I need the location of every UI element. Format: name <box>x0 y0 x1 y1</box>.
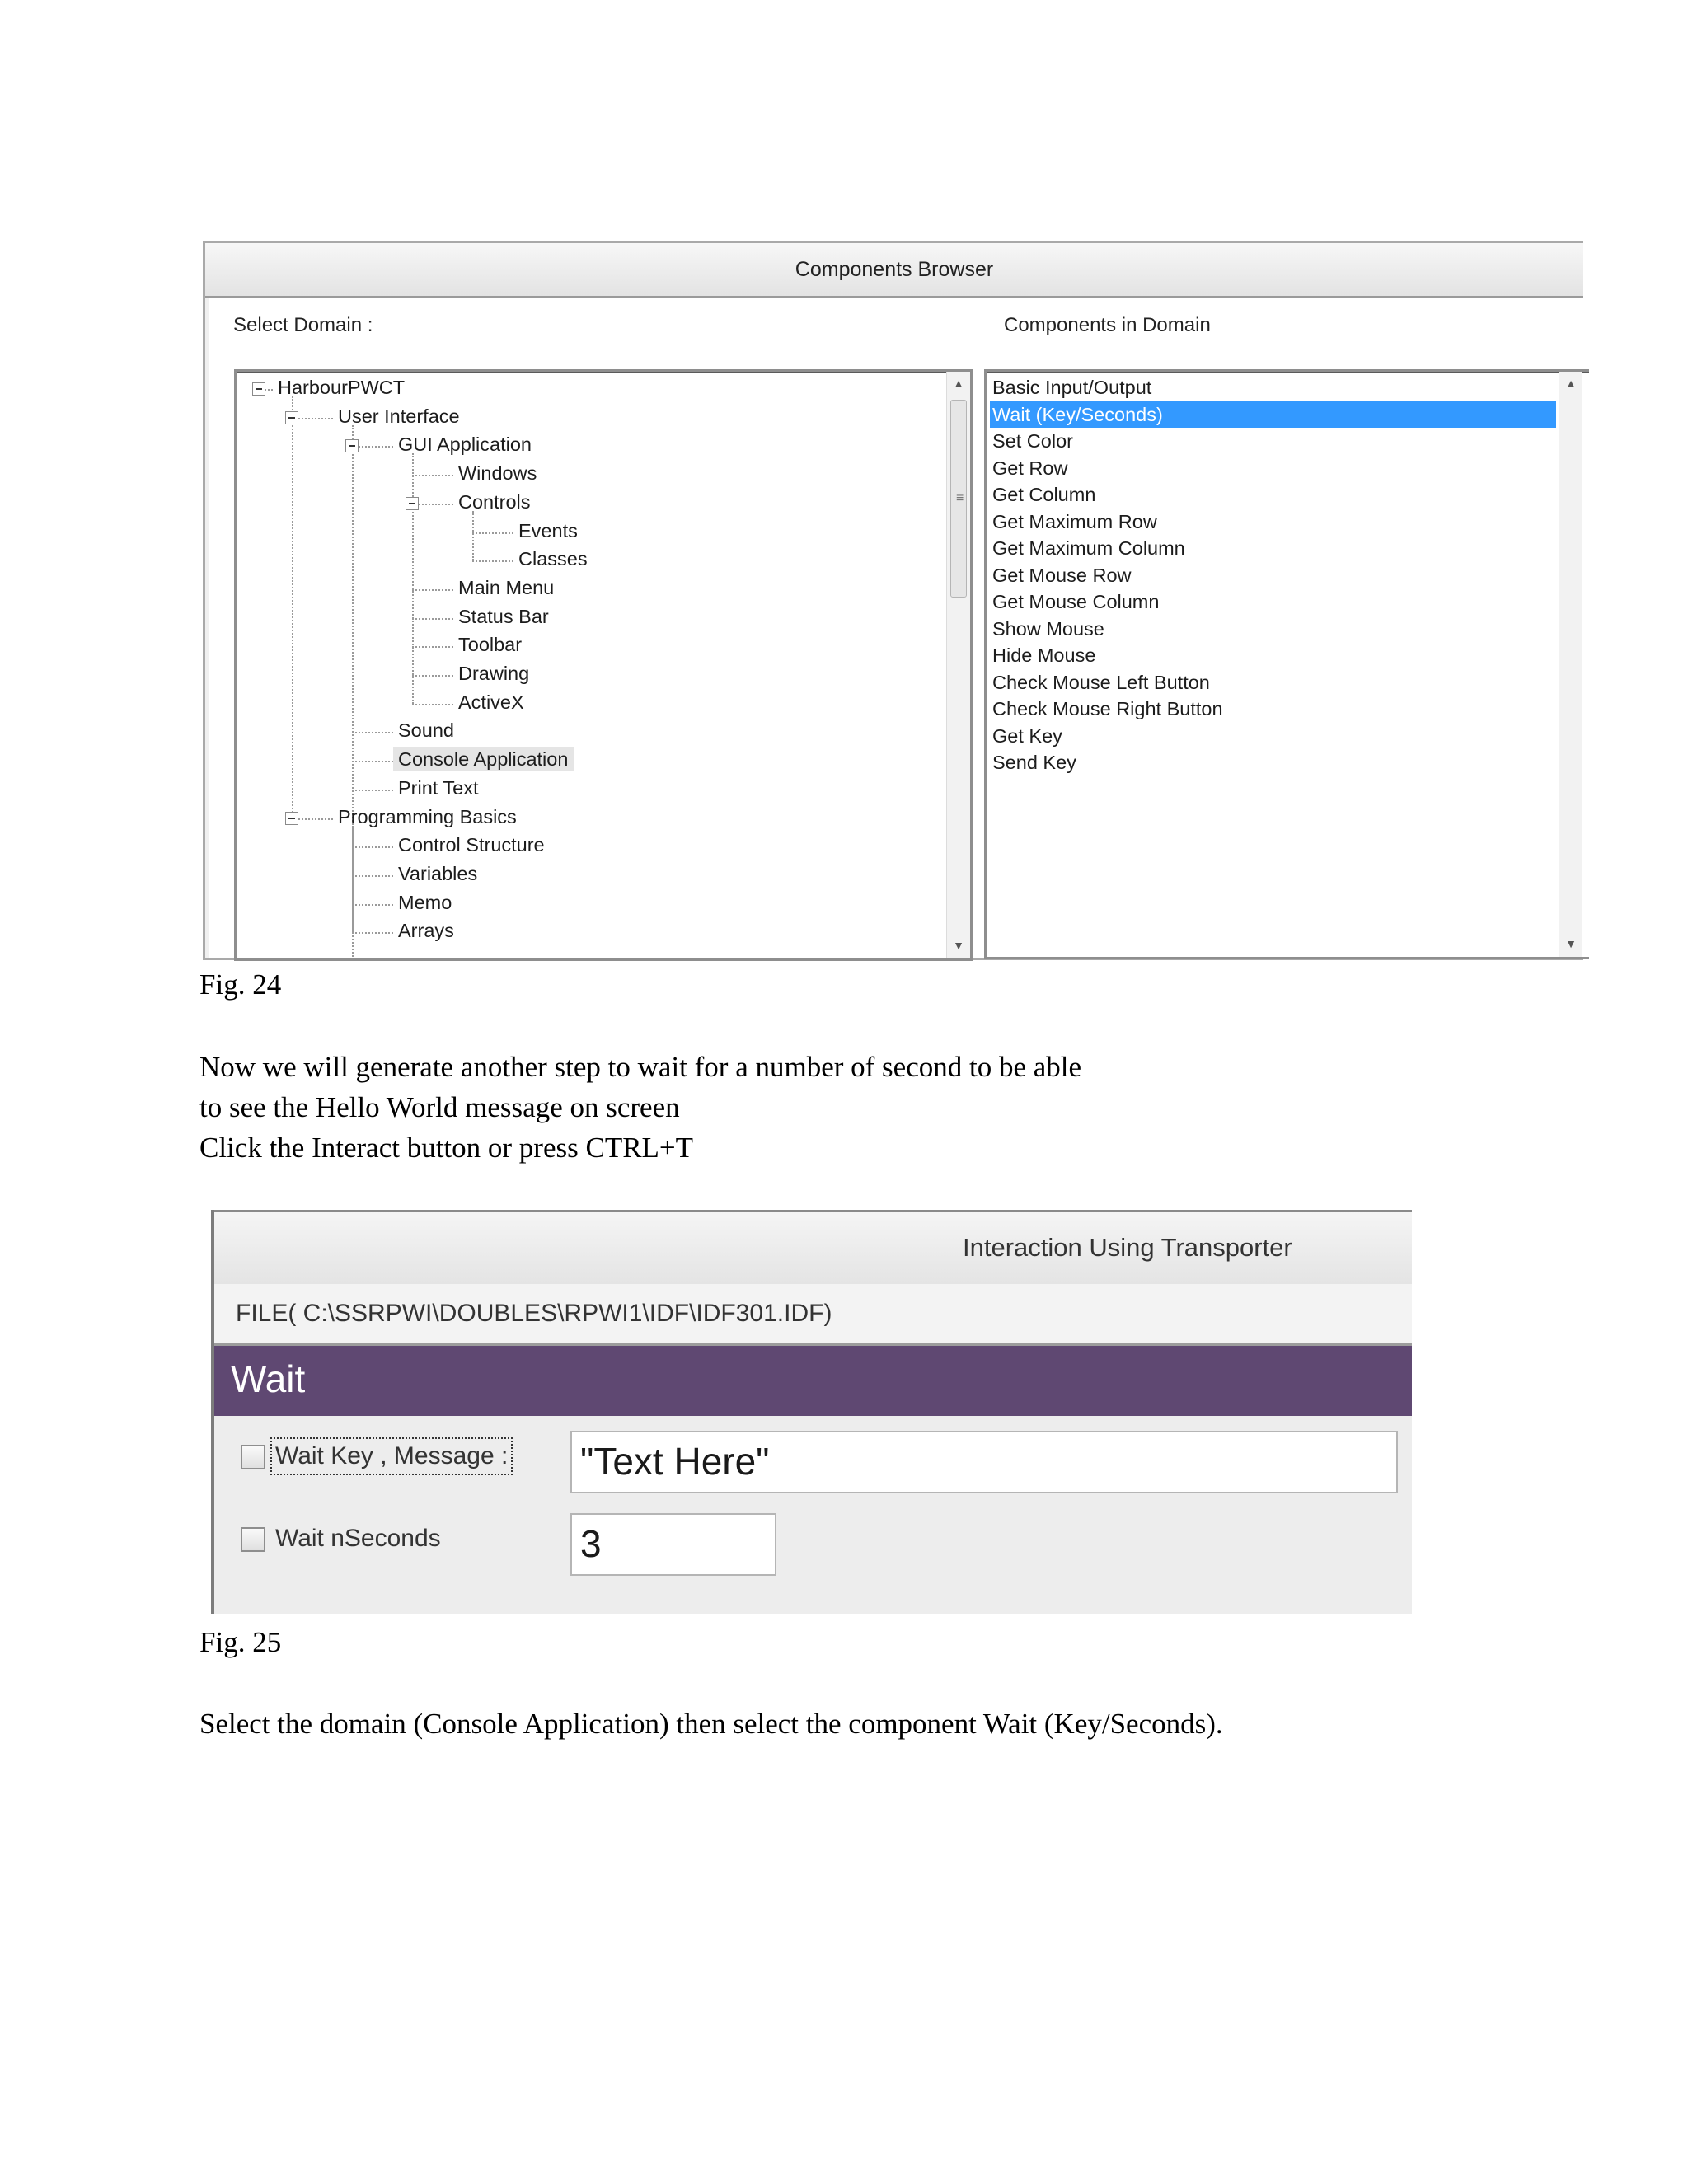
tree-connector <box>352 904 393 906</box>
scroll-down-arrow-icon[interactable]: ▼ <box>953 939 964 952</box>
tree-node[interactable]: Drawing <box>458 663 530 684</box>
wait-key-label[interactable]: Wait Key , Message : <box>275 1442 509 1469</box>
tree-node[interactable]: Console Application <box>393 747 574 771</box>
tree-guide-line <box>292 396 293 818</box>
tree-connector <box>352 790 393 791</box>
tree-connector <box>412 589 453 591</box>
component-list-item[interactable]: Get Row <box>992 457 1068 479</box>
component-list-item[interactable]: Get Column <box>992 484 1096 505</box>
component-list-item[interactable]: Send Key <box>992 752 1076 773</box>
collapse-icon[interactable] <box>406 497 419 510</box>
tree-connector <box>412 475 453 476</box>
components-browser-window <box>203 241 1583 960</box>
tree-connector <box>412 704 453 705</box>
collapse-icon[interactable] <box>285 812 298 825</box>
component-list-item[interactable]: Basic Input/Output <box>992 377 1152 398</box>
tree-connector <box>352 875 393 877</box>
collapse-icon[interactable] <box>285 411 298 424</box>
tree-node[interactable]: ActiveX <box>458 691 524 713</box>
tree-node[interactable]: Windows <box>458 462 537 485</box>
paragraph-line: to see the Hello World message on screen <box>199 1091 680 1123</box>
component-list-item[interactable]: Show Mouse <box>992 617 1104 640</box>
tree-connector <box>352 732 393 733</box>
scroll-thumb[interactable]: ≡ <box>950 400 967 598</box>
components-browser-body <box>209 298 1583 958</box>
tree-node[interactable]: GUI Application <box>398 434 532 456</box>
tree-node[interactable]: Main Menu <box>458 576 555 598</box>
interaction-titlebar <box>214 1210 1412 1286</box>
tree-node[interactable]: Status Bar <box>458 605 549 627</box>
paragraph-line: Click the Interact button or press CTRL+T <box>199 1132 694 1164</box>
component-list-item[interactable]: Get Key <box>992 724 1062 747</box>
wait-seconds-checkbox[interactable] <box>241 1527 265 1552</box>
component-list-item[interactable]: Get Maximum Row <box>992 510 1157 532</box>
tree-node[interactable]: User Interface <box>338 405 460 427</box>
fig25-caption: Fig. 25 <box>199 1626 282 1658</box>
section-header <box>214 1346 1412 1416</box>
collapse-icon[interactable] <box>252 382 265 396</box>
tree-connector <box>472 560 513 562</box>
tree-node[interactable]: Arrays <box>398 920 454 942</box>
tree-guide-line <box>412 453 414 703</box>
interaction-title: Interaction Using Transporter <box>963 1233 1292 1262</box>
component-list-item[interactable]: Wait (Key/Seconds) <box>990 401 1556 428</box>
component-list-item[interactable]: Get Mouse Row <box>992 564 1132 586</box>
tree-connector <box>472 532 513 534</box>
tree-node[interactable]: Memo <box>398 891 452 913</box>
tree-node[interactable]: Programming Basics <box>338 805 517 827</box>
fig24-caption: Fig. 24 <box>199 968 282 1001</box>
components-list-scrollbar[interactable] <box>1559 372 1582 957</box>
file-path-bar <box>214 1284 1412 1346</box>
component-list-item[interactable]: Get Mouse Column <box>992 591 1160 612</box>
domain-tree[interactable] <box>234 369 973 961</box>
select-domain-label: Select Domain : <box>233 314 373 336</box>
tree-connector <box>352 932 393 934</box>
tree-node[interactable]: Control Structure <box>398 834 545 856</box>
tree-node[interactable]: Print Text <box>398 776 479 799</box>
paragraph-line: Select the domain (Console Application) then select the component Wait (Key/Seconds). <box>199 1708 1223 1740</box>
component-list-item[interactable]: Get Maximum Column <box>992 537 1185 559</box>
tree-connector <box>352 846 393 848</box>
tree-guide-line <box>352 826 354 933</box>
wait-key-message-input[interactable]: "Text Here" <box>570 1431 1398 1493</box>
components-browser-title: Components Browser <box>205 243 1583 298</box>
section-title: Wait <box>231 1357 306 1400</box>
tree-node[interactable]: HarbourPWCT <box>278 377 406 398</box>
collapse-icon[interactable] <box>345 439 359 452</box>
tree-node[interactable]: Toolbar <box>458 634 523 656</box>
tree-node[interactable]: Variables <box>398 862 478 884</box>
tree-node[interactable]: Sound <box>398 719 454 742</box>
tree-connector <box>412 675 453 677</box>
scroll-down-arrow-icon[interactable]: ▼ <box>1565 937 1577 950</box>
scroll-up-arrow-icon[interactable]: ▲ <box>1565 377 1577 390</box>
tree-node[interactable]: Classes <box>518 548 588 570</box>
wait-key-checkbox[interactable] <box>241 1445 265 1469</box>
scroll-up-arrow-icon[interactable]: ▲ <box>953 377 964 390</box>
component-list-item[interactable]: Check Mouse Right Button <box>992 698 1223 719</box>
wait-seconds-label[interactable]: Wait nSeconds <box>275 1525 441 1552</box>
file-path: FILE( C:\SSRPWI\DOUBLES\RPWI1\IDF\IDF301.IDF) <box>236 1300 832 1327</box>
interaction-window <box>211 1210 1412 1614</box>
paragraph-line: Now we will generate another step to wait for a number of second to be able <box>199 1051 1082 1083</box>
components-list[interactable] <box>984 369 1589 959</box>
tree-connector <box>412 618 453 620</box>
tree-node[interactable]: Events <box>518 519 578 541</box>
tree-guide-line <box>472 511 474 560</box>
tree-connector <box>412 646 453 648</box>
wait-seconds-input[interactable]: 3 <box>570 1513 776 1576</box>
component-list-item[interactable]: Hide Mouse <box>992 644 1096 666</box>
component-list-item[interactable]: Set Color <box>992 430 1073 452</box>
component-list-item[interactable]: Check Mouse Left Button <box>992 671 1210 693</box>
components-in-domain-label: Components in Domain <box>1004 314 1211 336</box>
tree-connector <box>352 761 393 762</box>
domain-tree-scrollbar[interactable] <box>946 372 970 958</box>
tree-node[interactable]: Controls <box>458 490 531 513</box>
